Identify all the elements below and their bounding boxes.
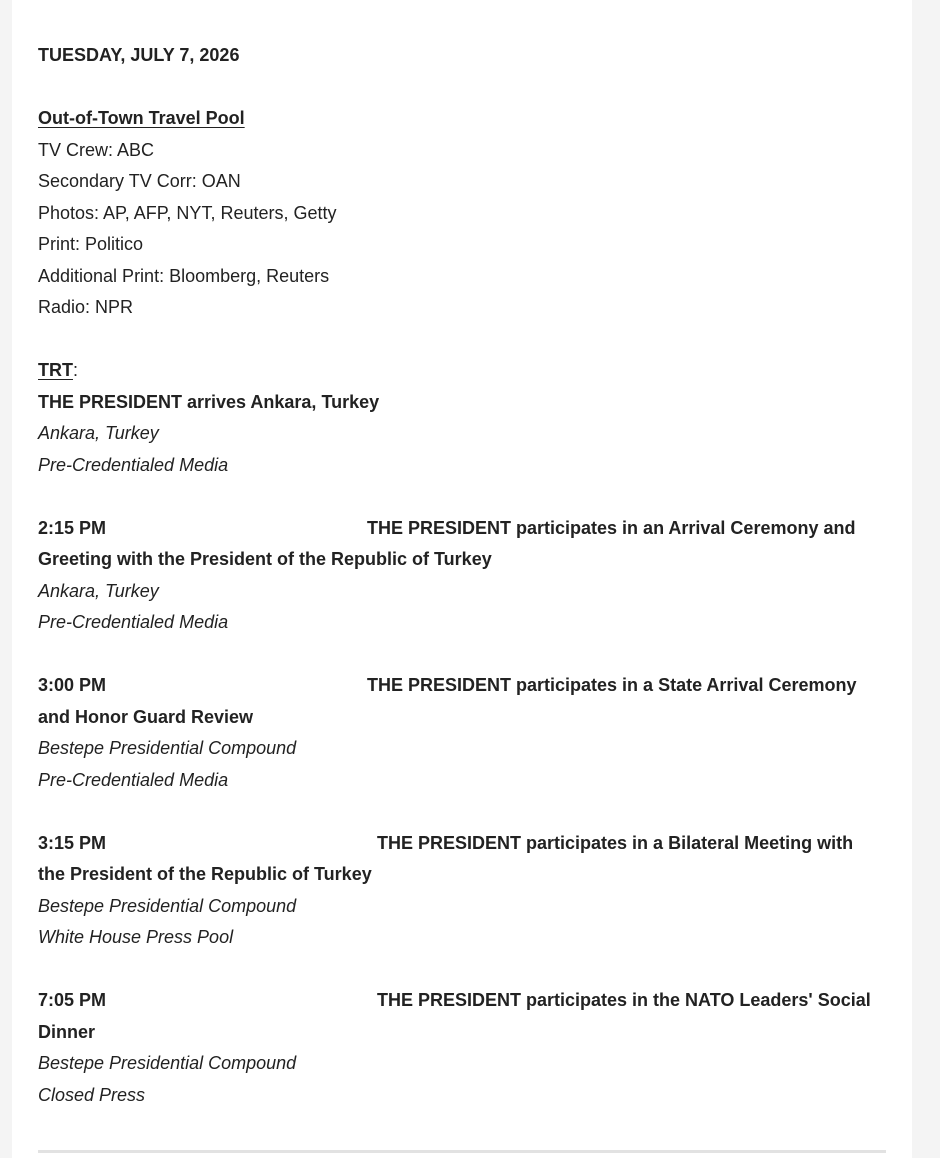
pool-line: Additional Print: Bloomberg, Reuters xyxy=(38,265,330,286)
event-time: 3:15 PM xyxy=(38,832,107,853)
schedule-date: TUESDAY, JULY 7, 2026 xyxy=(38,45,240,65)
event-title-line1: THE PRESIDENT participates in a Bilateral Meeting with xyxy=(377,832,854,853)
schedule-page xyxy=(12,0,912,1158)
event-header xyxy=(38,670,888,702)
event-header xyxy=(38,828,888,860)
event-location: Ankara, Turkey xyxy=(38,423,159,443)
spacer xyxy=(38,639,888,671)
spacer xyxy=(38,72,888,104)
spacer xyxy=(38,481,888,513)
spacer xyxy=(38,954,888,986)
event-header xyxy=(38,513,888,545)
event-title-line2: Greeting with the President of the Republic of Turkey xyxy=(38,549,492,569)
section-divider xyxy=(38,1150,886,1153)
event-location: Bestepe Presidential Compound xyxy=(38,1053,297,1073)
event-title-line1: THE PRESIDENT participates in the NATO Leaders' Social xyxy=(377,990,871,1010)
event-coverage: Closed Press xyxy=(38,1084,146,1105)
pool-line: Photos: AP, AFP, NYT, Reuters, Getty xyxy=(38,202,337,223)
event-time: 2:15 PM xyxy=(38,517,107,538)
event-title-line2: and Honor Guard Review xyxy=(38,706,254,727)
spacer xyxy=(38,324,888,356)
trt-label: TRT xyxy=(38,360,73,380)
trt-event-title: THE PRESIDENT arrives Ankara, Turkey xyxy=(38,391,380,412)
event-title-line1: THE PRESIDENT participates in a State Arrival Ceremony xyxy=(367,675,857,695)
schedule-content xyxy=(38,40,888,1111)
trt-label-line xyxy=(38,355,888,387)
event-coverage: White House Press Pool xyxy=(38,927,234,947)
event-time: 7:05 PM xyxy=(38,990,107,1010)
event-coverage: Pre-Credentialed Media xyxy=(38,612,229,632)
pool-heading: Out-of-Town Travel Pool xyxy=(38,108,245,128)
pool-line: TV Crew: ABC xyxy=(38,139,155,160)
event-header xyxy=(38,985,888,1017)
event-title-line2: the President of the Republic of Turkey xyxy=(38,864,372,884)
event-title-line2: Dinner xyxy=(38,1021,96,1042)
trt-colon: : xyxy=(73,360,79,380)
pool-line: Secondary TV Corr: OAN xyxy=(38,171,241,191)
event-title-line1: THE PRESIDENT participates in an Arrival Ceremony and xyxy=(367,517,856,538)
spacer xyxy=(38,796,888,828)
pool-line: Radio: NPR xyxy=(38,297,134,317)
event-coverage: Pre-Credentialed Media xyxy=(38,769,229,790)
event-coverage: Pre-Credentialed Media xyxy=(38,454,229,475)
event-location: Bestepe Presidential Compound xyxy=(38,738,297,758)
pool-line: Print: Politico xyxy=(38,234,144,254)
event-location: Bestepe Presidential Compound xyxy=(38,895,297,916)
event-location: Ankara, Turkey xyxy=(38,580,159,601)
event-time: 3:00 PM xyxy=(38,675,107,695)
